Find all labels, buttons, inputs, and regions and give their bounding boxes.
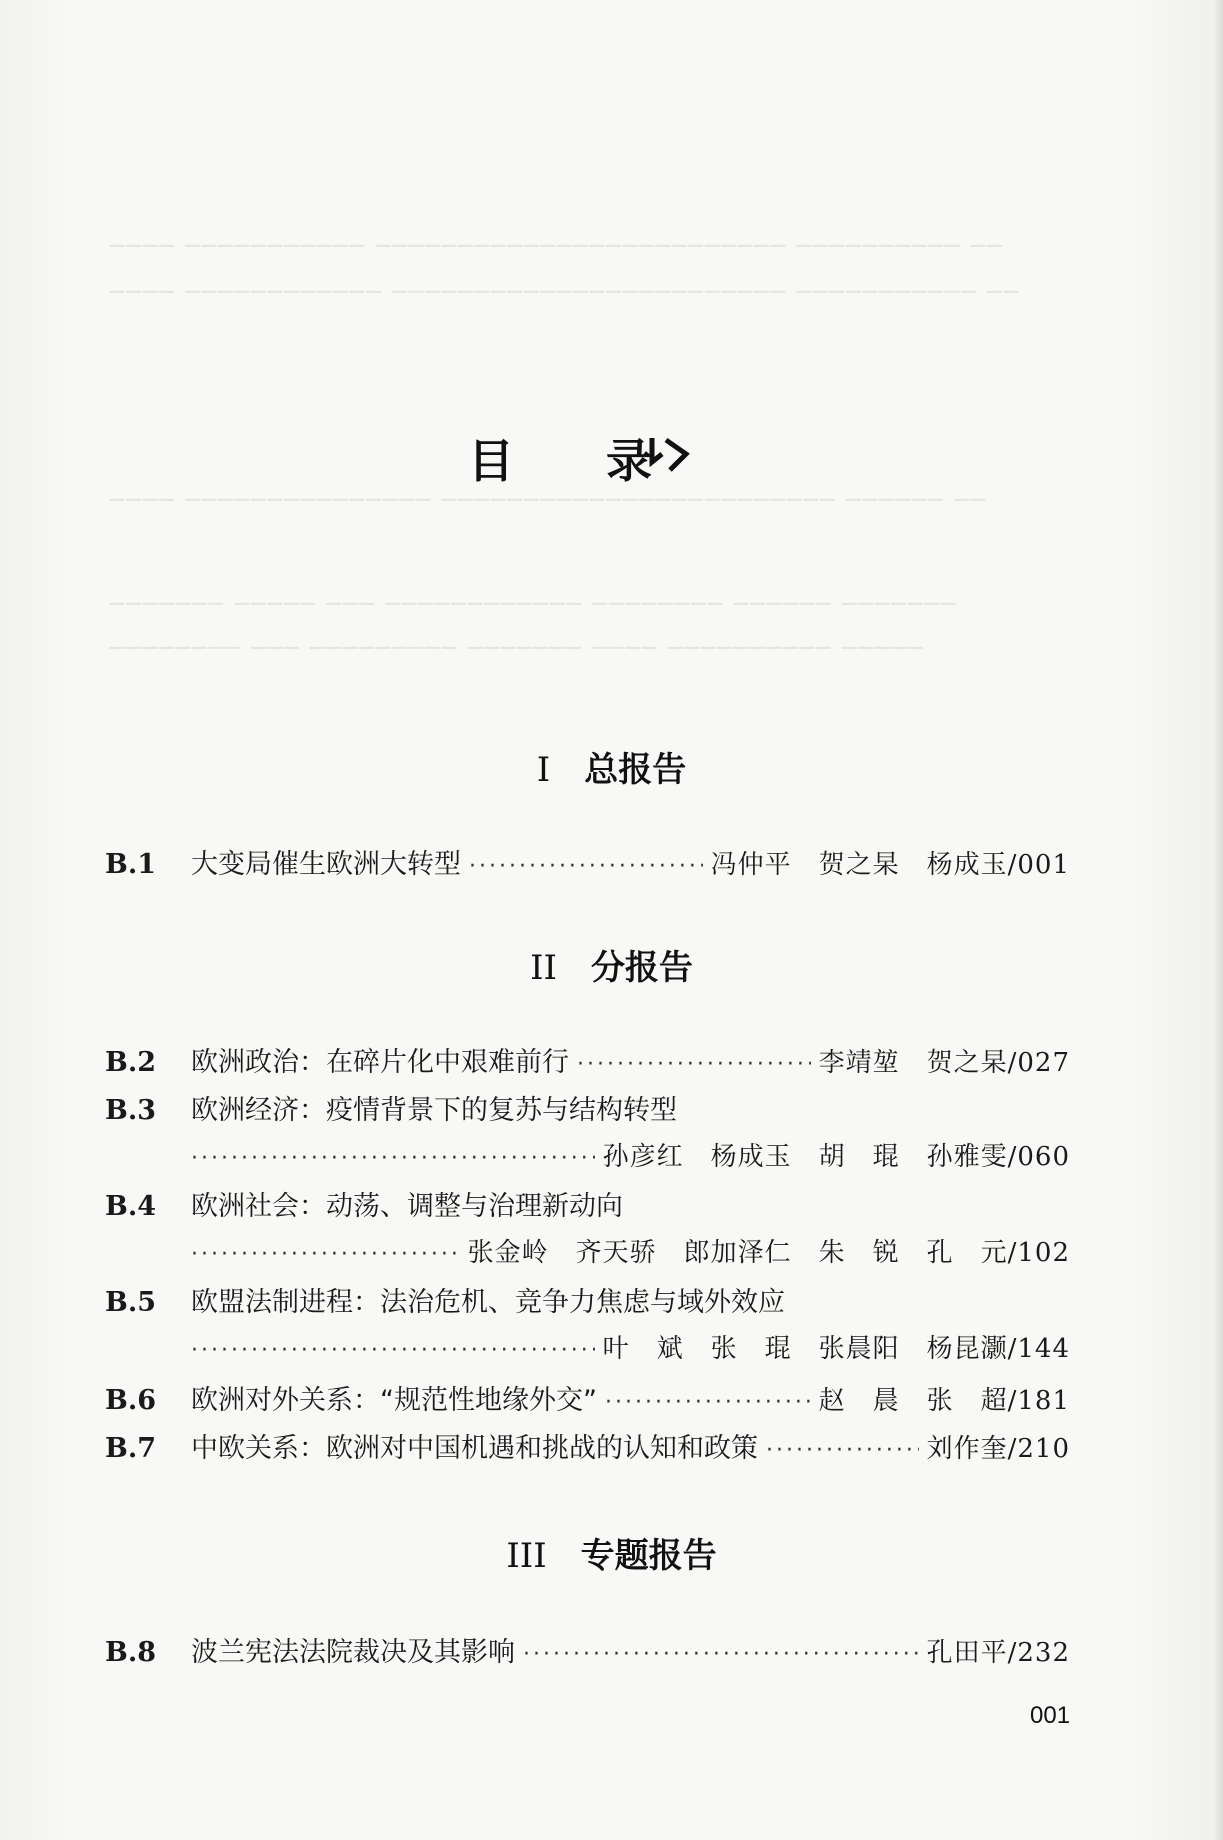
- dot-leader: [469, 854, 703, 879]
- section-name: 总报告: [584, 750, 687, 790]
- toc-entry-b3[interactable]: [105, 1088, 1070, 1132]
- toc-entry-b8[interactable]: [105, 1630, 1070, 1674]
- dot-leader: [766, 1438, 919, 1463]
- entry-page: 027: [1017, 1048, 1070, 1078]
- toc-entry-b4[interactable]: [105, 1184, 1070, 1228]
- entry-code: B.7: [105, 1433, 157, 1464]
- bleed-through-text: ──── ─────────────── ──────────────────────── ────── ──: [110, 486, 988, 514]
- entry-title: 波兰宪法法院裁决及其影响: [191, 1637, 515, 1668]
- entry-page: 144: [1017, 1334, 1070, 1364]
- entry-title: 中欧关系：欧洲对中国机遇和挑战的认知和政策: [191, 1433, 758, 1464]
- entry-authors: 刘作奎: [926, 1434, 1008, 1464]
- entry-code: B.6: [105, 1385, 157, 1416]
- page-title: 目 录: [468, 434, 691, 488]
- entry-authors: 叶 斌 张 琨 张晨阳 杨昆灏: [602, 1334, 1008, 1364]
- bleed-through-text: ──── ──────────── ──────────────────────── ─────────── ──: [110, 278, 1021, 306]
- entry-title: 欧洲对外关系：“规范性地缘外交”: [191, 1385, 597, 1416]
- entry-authors: 孔田平: [926, 1638, 1008, 1668]
- entry-authors: 冯仲平 贺之杲 杨成玉: [710, 850, 1008, 880]
- section-numeral: III: [506, 1536, 547, 1576]
- decorative-corner-icon: [648, 432, 700, 476]
- section-name: 分报告: [590, 948, 693, 988]
- dot-leader: [605, 1390, 811, 1415]
- bleed-through-text: ──── ─────────── ───────────────────────── ────────── ──: [110, 232, 1004, 260]
- toc-entry-b5-continuation[interactable]: [191, 1328, 1070, 1372]
- toc-entry-b3-continuation[interactable]: [191, 1136, 1070, 1180]
- entry-title: 欧洲政治：在碎片化中艰难前行: [191, 1047, 569, 1078]
- toc-entry-b6[interactable]: [105, 1378, 1070, 1422]
- entry-separator: /: [1007, 1434, 1018, 1464]
- page-edge-shadow: [1215, 0, 1223, 1840]
- entry-code: B.4: [105, 1191, 157, 1222]
- entry-page: 001: [1017, 850, 1070, 880]
- entry-page: 181: [1017, 1386, 1070, 1416]
- entry-page: 232: [1017, 1638, 1070, 1668]
- entry-separator: /: [1007, 1238, 1018, 1268]
- entry-title: 欧洲社会：动荡、调整与治理新动向: [191, 1191, 623, 1222]
- bleed-through-text: ──────── ─── ───────── ─────── ──── ────────── ─────: [110, 634, 925, 662]
- toc-entry-b2[interactable]: [105, 1040, 1070, 1084]
- entry-separator: /: [1007, 1048, 1018, 1078]
- entry-separator: /: [1007, 850, 1018, 880]
- entry-authors: 孙彦红 杨成玉 胡 琨 孙雅雯: [602, 1142, 1008, 1172]
- toc-entry-b5[interactable]: [105, 1280, 1070, 1324]
- entry-page: 210: [1017, 1434, 1070, 1464]
- dot-leader: [191, 1146, 595, 1171]
- dot-leader: [577, 1052, 811, 1077]
- section-heading-3: [0, 1528, 1223, 1577]
- entry-code: B.3: [105, 1095, 157, 1126]
- entry-code: B.8: [105, 1637, 157, 1668]
- section-numeral: II: [530, 948, 557, 988]
- dot-leader: [191, 1242, 460, 1267]
- entry-separator: /: [1007, 1334, 1018, 1364]
- toc-entry-b4-continuation[interactable]: [191, 1232, 1070, 1276]
- section-name: 专题报告: [580, 1536, 717, 1576]
- toc-entry-b7[interactable]: [105, 1426, 1070, 1470]
- dot-leader: [191, 1338, 595, 1363]
- dot-leader: [523, 1642, 919, 1667]
- entry-page: 102: [1017, 1238, 1070, 1268]
- entry-code: B.1: [105, 849, 157, 880]
- entry-separator: /: [1007, 1638, 1018, 1668]
- entry-code: B.5: [105, 1287, 157, 1318]
- entry-authors: 李靖堃 贺之杲: [818, 1048, 1008, 1078]
- toc-entry-b1[interactable]: [105, 842, 1070, 886]
- entry-code: B.2: [105, 1047, 157, 1078]
- entry-page: 060: [1017, 1142, 1070, 1172]
- bleed-through-text: ─────── ───── ─── ──────────── ──────── ────── ───────: [110, 590, 958, 618]
- entry-authors: 赵 晨 张 超: [818, 1386, 1008, 1416]
- entry-title: 欧洲经济：疫情背景下的复苏与结构转型: [191, 1095, 677, 1126]
- page-number: 001: [1030, 1702, 1071, 1729]
- entry-separator: /: [1007, 1386, 1018, 1416]
- entry-title: 欧盟法制进程：法治危机、竞争力焦虑与域外效应: [191, 1287, 785, 1318]
- entry-authors: 张金岭 齐天骄 郎加泽仁 朱 锐 孔 元: [467, 1238, 1008, 1268]
- section-heading-2: [0, 940, 1223, 989]
- entry-title: 大变局催生欧洲大转型: [191, 849, 461, 880]
- section-numeral: I: [536, 750, 551, 790]
- section-heading-1: [0, 742, 1223, 791]
- entry-separator: /: [1007, 1142, 1018, 1172]
